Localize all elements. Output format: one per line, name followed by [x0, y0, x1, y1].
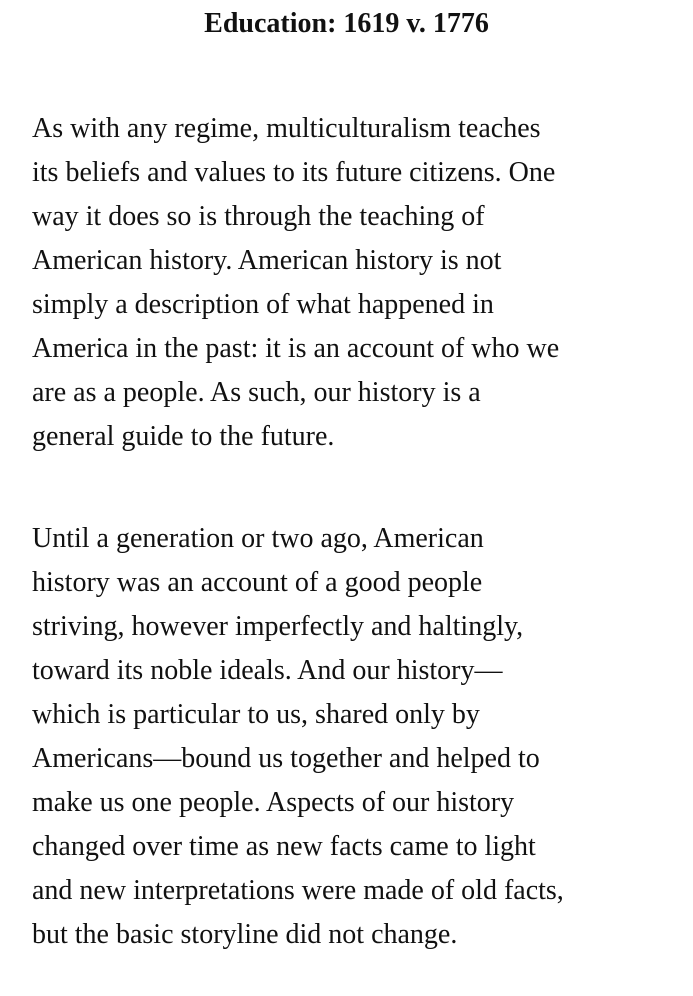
- section-title: Education: 1619 v. 1776: [204, 8, 489, 39]
- paragraph-2: Until a generation or two ago, American history was an account of a good people striving, however imperfectly and haltingly, toward its noble ideals. And our history— which is particular to us, shared only by Americans—bound us together and helped to make us one people. Aspects of our history changed over time as new facts came to light and new interpretations were made of old facts, but the basic storyline did not change.: [32, 523, 564, 950]
- paragraph-1: As with any regime, multiculturalism teaches its beliefs and values to its future citizens. One way it does so is through the teaching of American history. American history is not simply a description of what happened in America in the past: it is an account of who we are as a people. As such, our history is a general guide to the future.: [32, 113, 560, 452]
